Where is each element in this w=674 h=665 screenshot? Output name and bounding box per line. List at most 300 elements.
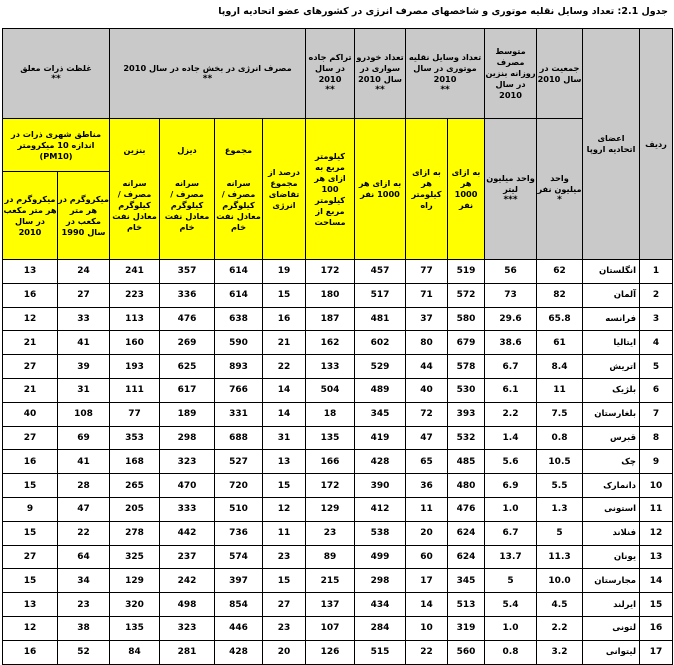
cell-pct: 15 xyxy=(263,283,306,307)
cell-c1000: 412 xyxy=(355,497,406,521)
cell-c1000: 390 xyxy=(355,474,406,498)
cell-dsl: 442 xyxy=(160,521,215,545)
cell-pct: 31 xyxy=(263,426,306,450)
header-energy-total-unit: سرانه مصرف / کیلوگرم معادل نفت خام xyxy=(216,178,261,232)
cell-tot: 614 xyxy=(215,283,263,307)
cell-pm90: 27 xyxy=(58,283,110,307)
cell-gas: 111 xyxy=(110,378,160,402)
cell-c1000: 345 xyxy=(355,402,406,426)
cell-pm90: 38 xyxy=(58,616,110,640)
cell-tot: 331 xyxy=(215,402,263,426)
cell-name: آلمان xyxy=(583,283,640,307)
table-row xyxy=(3,260,673,284)
cell-pct: 23 xyxy=(263,545,306,569)
cell-fuel: 56 xyxy=(485,260,537,284)
cell-pct: 16 xyxy=(263,307,306,331)
cell-gas: 223 xyxy=(110,283,160,307)
cell-pm90: 31 xyxy=(58,378,110,402)
cell-idx: 3 xyxy=(640,307,673,331)
cell-pm10: 15 xyxy=(3,521,58,545)
cell-pop: 11.3 xyxy=(537,545,583,569)
cell-dens: 162 xyxy=(306,331,355,355)
table-row xyxy=(3,616,673,640)
table-row xyxy=(3,331,673,355)
cell-pm10: 12 xyxy=(3,616,58,640)
cell-dens: 18 xyxy=(306,402,355,426)
cell-vkm: 36 xyxy=(406,474,448,498)
cell-idx: 17 xyxy=(640,640,673,664)
header-population-unit-label: واحد میلیون نفر xyxy=(537,172,582,194)
cell-pct: 22 xyxy=(263,355,306,379)
table-caption: جدول 2.1: تعداد وسایل نقلیه موتوری و شاخصهای مصرف انرژی در کشورهای عضو اتحادیه اروپا xyxy=(218,6,668,17)
cell-pct: 20 xyxy=(263,640,306,664)
cell-name: بلژیک xyxy=(583,378,640,402)
cell-name: اتریش xyxy=(583,355,640,379)
cell-pct: 11 xyxy=(263,521,306,545)
cell-idx: 10 xyxy=(640,474,673,498)
cell-name: فنلاند xyxy=(583,521,640,545)
header-pm-sub xyxy=(3,119,110,260)
cell-tot: 854 xyxy=(215,593,263,617)
table-body xyxy=(3,260,673,665)
cell-dens: 504 xyxy=(306,378,355,402)
header-fuel: متوسط مصرف روزانه بنزین در سال 2010 xyxy=(485,29,537,119)
cell-tot: 397 xyxy=(215,569,263,593)
cell-idx: 6 xyxy=(640,378,673,402)
cell-gas: 265 xyxy=(110,474,160,498)
cell-pm90: 64 xyxy=(58,545,110,569)
cell-gas: 160 xyxy=(110,331,160,355)
cell-v1000: 578 xyxy=(448,355,485,379)
eu-vehicles-energy-table xyxy=(2,28,673,665)
cell-pct: 27 xyxy=(263,593,306,617)
header-energy-label: مصرف انرژی در بخش جاده در سال 2010 xyxy=(123,62,292,73)
header-energy-star: ** xyxy=(202,73,213,84)
cell-tot: 893 xyxy=(215,355,263,379)
cell-fuel: 1.0 xyxy=(485,497,537,521)
cell-gas: 320 xyxy=(110,593,160,617)
cell-vkm: 60 xyxy=(406,545,448,569)
cell-c1000: 538 xyxy=(355,521,406,545)
cell-v1000: 530 xyxy=(448,378,485,402)
cell-vkm: 40 xyxy=(406,378,448,402)
cell-v1000: 476 xyxy=(448,497,485,521)
cell-pct: 19 xyxy=(263,260,306,284)
cell-pop: 65.8 xyxy=(537,307,583,331)
cell-dens: 215 xyxy=(306,569,355,593)
cell-pct: 15 xyxy=(263,569,306,593)
cell-pop: 10.0 xyxy=(537,569,583,593)
cell-vkm: 65 xyxy=(406,450,448,474)
table-row xyxy=(3,474,673,498)
header-fuel-unit-label: واحد میلیون لیتر xyxy=(486,172,535,194)
cell-tot: 638 xyxy=(215,307,263,331)
cell-idx: 8 xyxy=(640,426,673,450)
table-row xyxy=(3,545,673,569)
cell-tot: 720 xyxy=(215,474,263,498)
cell-vkm: 10 xyxy=(406,616,448,640)
cell-fuel: 0.8 xyxy=(485,640,537,664)
table-row xyxy=(3,307,673,331)
cell-name: لیتوانی xyxy=(583,640,640,664)
header-density-label: تراکم جاده در سال 2010 xyxy=(308,51,352,84)
cell-pm10: 21 xyxy=(3,331,58,355)
cell-pct: 14 xyxy=(263,402,306,426)
cell-vkm: 80 xyxy=(406,331,448,355)
cell-name: ایرلند xyxy=(583,593,640,617)
cell-pct: 14 xyxy=(263,378,306,402)
table-row xyxy=(3,402,673,426)
header-pm-sub-label: مناطق شهری ذرات در اندازه 10 میکرومتر (PM10) xyxy=(3,119,109,172)
cell-dsl: 625 xyxy=(160,355,215,379)
cell-idx: 7 xyxy=(640,402,673,426)
cell-dsl: 617 xyxy=(160,378,215,402)
cell-dsl: 470 xyxy=(160,474,215,498)
cell-v1000: 485 xyxy=(448,450,485,474)
cell-dens: 89 xyxy=(306,545,355,569)
cell-pm10: 9 xyxy=(3,497,58,521)
header-energy-pct: درصد از مجموع تقاضای انرژی xyxy=(263,119,306,260)
cell-c1000: 434 xyxy=(355,593,406,617)
cell-pm90: 41 xyxy=(58,450,110,474)
cell-v1000: 572 xyxy=(448,283,485,307)
cell-pop: 7.5 xyxy=(537,402,583,426)
cell-gas: 135 xyxy=(110,616,160,640)
cell-dens: 126 xyxy=(306,640,355,664)
cell-pm90: 23 xyxy=(58,593,110,617)
table-row xyxy=(3,640,673,664)
header-cars-label: تعداد خودرو سواری در سال 2010 xyxy=(356,51,404,84)
cell-vkm: 17 xyxy=(406,569,448,593)
cell-dens: 23 xyxy=(306,521,355,545)
cell-dsl: 336 xyxy=(160,283,215,307)
cell-pop: 5.5 xyxy=(537,474,583,498)
header-population-star: * xyxy=(557,194,562,205)
cell-dsl: 189 xyxy=(160,402,215,426)
table-row xyxy=(3,450,673,474)
header-energy xyxy=(110,29,306,119)
cell-gas: 113 xyxy=(110,307,160,331)
table-row xyxy=(3,426,673,450)
cell-v1000: 519 xyxy=(448,260,485,284)
cell-pop: 10.5 xyxy=(537,450,583,474)
cell-dens: 166 xyxy=(306,450,355,474)
cell-pm10: 12 xyxy=(3,307,58,331)
cell-name: استونی xyxy=(583,497,640,521)
cell-name: بلغارستان xyxy=(583,402,640,426)
cell-pop: 5 xyxy=(537,521,583,545)
header-pm-star: ** xyxy=(51,73,61,84)
header-veh-per-km: به ازای هر کیلومتر راه xyxy=(406,119,448,260)
cell-vkm: 22 xyxy=(406,640,448,664)
cell-vkm: 77 xyxy=(406,260,448,284)
cell-vkm: 72 xyxy=(406,402,448,426)
cell-v1000: 580 xyxy=(448,307,485,331)
cell-vkm: 71 xyxy=(406,283,448,307)
header-vehicles-star: ** xyxy=(440,84,450,95)
table-row xyxy=(3,378,673,402)
header-veh-per-1000: به ازای هر 1000 نفر xyxy=(448,119,485,260)
cell-tot: 510 xyxy=(215,497,263,521)
cell-pm10: 16 xyxy=(3,450,58,474)
cell-fuel: 6.7 xyxy=(485,521,537,545)
cell-c1000: 517 xyxy=(355,283,406,307)
cell-pm90: 41 xyxy=(58,331,110,355)
cell-v1000: 679 xyxy=(448,331,485,355)
cell-vkm: 47 xyxy=(406,426,448,450)
cell-pop: 0.8 xyxy=(537,426,583,450)
header-energy-gasoline-label: بنزین xyxy=(123,145,146,155)
cell-pop: 82 xyxy=(537,283,583,307)
cell-pct: 13 xyxy=(263,450,306,474)
cell-gas: 193 xyxy=(110,355,160,379)
cell-tot: 766 xyxy=(215,378,263,402)
cell-name: چک xyxy=(583,450,640,474)
cell-idx: 5 xyxy=(640,355,673,379)
cell-pm90: 34 xyxy=(58,569,110,593)
cell-pm90: 28 xyxy=(58,474,110,498)
cell-pm90: 52 xyxy=(58,640,110,664)
cell-pm90: 47 xyxy=(58,497,110,521)
cell-tot: 574 xyxy=(215,545,263,569)
table-row xyxy=(3,355,673,379)
cell-dsl: 269 xyxy=(160,331,215,355)
cell-idx: 9 xyxy=(640,450,673,474)
cell-dens: 135 xyxy=(306,426,355,450)
cell-fuel: 1.4 xyxy=(485,426,537,450)
cell-idx: 16 xyxy=(640,616,673,640)
cell-gas: 241 xyxy=(110,260,160,284)
cell-pop: 1.3 xyxy=(537,497,583,521)
cell-gas: 84 xyxy=(110,640,160,664)
cell-pm10: 40 xyxy=(3,402,58,426)
cell-gas: 77 xyxy=(110,402,160,426)
cell-name: فرانسه xyxy=(583,307,640,331)
cell-c1000: 428 xyxy=(355,450,406,474)
header-energy-gasoline xyxy=(110,119,160,260)
cell-dsl: 323 xyxy=(160,450,215,474)
cell-vkm: 11 xyxy=(406,497,448,521)
cell-c1000: 529 xyxy=(355,355,406,379)
cell-tot: 736 xyxy=(215,521,263,545)
header-pm-label: غلظت ذرات معلق xyxy=(20,62,92,73)
header-pm xyxy=(3,29,110,119)
cell-dens: 187 xyxy=(306,307,355,331)
cell-fuel: 1.0 xyxy=(485,616,537,640)
cell-pm90: 39 xyxy=(58,355,110,379)
cell-idx: 4 xyxy=(640,331,673,355)
cell-pop: 4.5 xyxy=(537,593,583,617)
cell-fuel: 2.2 xyxy=(485,402,537,426)
cell-idx: 13 xyxy=(640,545,673,569)
header-energy-total-label: مجموع xyxy=(224,145,253,155)
cell-dsl: 323 xyxy=(160,616,215,640)
cell-pop: 3.2 xyxy=(537,640,583,664)
cell-tot: 614 xyxy=(215,260,263,284)
cell-fuel: 13.7 xyxy=(485,545,537,569)
header-cars-per-1000: به ازای هر 1000 نفر xyxy=(355,119,406,260)
cell-c1000: 481 xyxy=(355,307,406,331)
header-pm-1990: میکروگرم در هر متر مکعب در سال 1990 xyxy=(57,172,109,259)
cell-tot: 527 xyxy=(215,450,263,474)
header-fuel-unit xyxy=(485,119,537,260)
cell-pm10: 27 xyxy=(3,426,58,450)
header-energy-diesel-label: دیزل xyxy=(177,145,197,155)
cell-pm10: 16 xyxy=(3,640,58,664)
cell-dsl: 333 xyxy=(160,497,215,521)
cell-c1000: 489 xyxy=(355,378,406,402)
cell-pm10: 13 xyxy=(3,260,58,284)
cell-tot: 590 xyxy=(215,331,263,355)
cell-c1000: 419 xyxy=(355,426,406,450)
cell-v1000: 624 xyxy=(448,545,485,569)
cell-pct: 23 xyxy=(263,616,306,640)
header-country: اعضای اتحادیه اروپا xyxy=(583,29,640,260)
cell-v1000: 345 xyxy=(448,569,485,593)
cell-dens: 180 xyxy=(306,283,355,307)
cell-dsl: 357 xyxy=(160,260,215,284)
header-cars-star: ** xyxy=(375,84,385,95)
cell-name: لتونی xyxy=(583,616,640,640)
cell-v1000: 532 xyxy=(448,426,485,450)
header-energy-total xyxy=(215,119,263,260)
cell-pm90: 33 xyxy=(58,307,110,331)
cell-fuel: 38.6 xyxy=(485,331,537,355)
cell-tot: 428 xyxy=(215,640,263,664)
cell-dens: 137 xyxy=(306,593,355,617)
cell-c1000: 298 xyxy=(355,569,406,593)
cell-pm10: 15 xyxy=(3,474,58,498)
header-population-unit xyxy=(537,119,583,260)
cell-vkm: 20 xyxy=(406,521,448,545)
cell-idx: 12 xyxy=(640,521,673,545)
cell-fuel: 73 xyxy=(485,283,537,307)
cell-pct: 21 xyxy=(263,331,306,355)
header-cars xyxy=(355,29,406,119)
cell-dens: 172 xyxy=(306,260,355,284)
cell-idx: 14 xyxy=(640,569,673,593)
cell-name: قبرس xyxy=(583,426,640,450)
cell-v1000: 513 xyxy=(448,593,485,617)
header-pm-2010: میکروگرم در هر متر مکعب در سال 2010 xyxy=(3,193,57,237)
header-density-sub: کیلومتر مربع به ازای هر 100 کیلومتر مربع از مساحت xyxy=(306,119,355,260)
cell-pm10: 27 xyxy=(3,355,58,379)
cell-pop: 62 xyxy=(537,260,583,284)
cell-dsl: 281 xyxy=(160,640,215,664)
cell-gas: 168 xyxy=(110,450,160,474)
cell-gas: 205 xyxy=(110,497,160,521)
cell-fuel: 6.7 xyxy=(485,355,537,379)
cell-pm90: 22 xyxy=(58,521,110,545)
table-row xyxy=(3,283,673,307)
cell-fuel: 5.4 xyxy=(485,593,537,617)
cell-idx: 15 xyxy=(640,593,673,617)
header-vehicles xyxy=(406,29,485,119)
header-vehicles-label: تعداد وسایل نقلیه موتوری در سال 2010 xyxy=(408,51,482,84)
cell-pop: 61 xyxy=(537,331,583,355)
cell-pm90: 69 xyxy=(58,426,110,450)
cell-pct: 15 xyxy=(263,474,306,498)
cell-idx: 11 xyxy=(640,497,673,521)
cell-pm10: 13 xyxy=(3,593,58,617)
cell-c1000: 515 xyxy=(355,640,406,664)
header-density xyxy=(306,29,355,119)
header-energy-diesel-unit: سرانه مصرف / کیلوگرم معادل نفت خام xyxy=(164,178,210,232)
cell-v1000: 393 xyxy=(448,402,485,426)
cell-pm10: 21 xyxy=(3,378,58,402)
header-fuel-star: *** xyxy=(503,194,518,205)
cell-c1000: 284 xyxy=(355,616,406,640)
cell-v1000: 319 xyxy=(448,616,485,640)
cell-pop: 8.4 xyxy=(537,355,583,379)
cell-dsl: 476 xyxy=(160,307,215,331)
cell-c1000: 602 xyxy=(355,331,406,355)
cell-pm90: 24 xyxy=(58,260,110,284)
cell-v1000: 480 xyxy=(448,474,485,498)
cell-gas: 353 xyxy=(110,426,160,450)
cell-gas: 325 xyxy=(110,545,160,569)
cell-dsl: 237 xyxy=(160,545,215,569)
cell-name: یونان xyxy=(583,545,640,569)
cell-vkm: 14 xyxy=(406,593,448,617)
header-population: جمعیت در سال 2010 xyxy=(537,29,583,119)
cell-pct: 12 xyxy=(263,497,306,521)
cell-gas: 278 xyxy=(110,521,160,545)
cell-pop: 11 xyxy=(537,378,583,402)
cell-name: دانمارک xyxy=(583,474,640,498)
cell-dens: 133 xyxy=(306,355,355,379)
cell-vkm: 44 xyxy=(406,355,448,379)
cell-name: ایتالیا xyxy=(583,331,640,355)
cell-fuel: 5 xyxy=(485,569,537,593)
cell-dens: 107 xyxy=(306,616,355,640)
cell-gas: 129 xyxy=(110,569,160,593)
cell-c1000: 499 xyxy=(355,545,406,569)
header-energy-gasoline-unit: سرانه مصرف / کیلوگرم معادل نفت خام xyxy=(112,178,157,232)
cell-fuel: 6.9 xyxy=(485,474,537,498)
cell-fuel: 29.6 xyxy=(485,307,537,331)
cell-pm10: 16 xyxy=(3,283,58,307)
header-density-star: ** xyxy=(325,84,335,95)
cell-c1000: 457 xyxy=(355,260,406,284)
cell-tot: 688 xyxy=(215,426,263,450)
cell-v1000: 624 xyxy=(448,521,485,545)
cell-vkm: 37 xyxy=(406,307,448,331)
table-row xyxy=(3,593,673,617)
cell-dens: 129 xyxy=(306,497,355,521)
cell-fuel: 5.6 xyxy=(485,450,537,474)
cell-tot: 446 xyxy=(215,616,263,640)
cell-pm10: 15 xyxy=(3,569,58,593)
header-energy-diesel xyxy=(160,119,215,260)
cell-pm90: 108 xyxy=(58,402,110,426)
table-row xyxy=(3,569,673,593)
cell-v1000: 560 xyxy=(448,640,485,664)
cell-idx: 2 xyxy=(640,283,673,307)
cell-idx: 1 xyxy=(640,260,673,284)
cell-fuel: 6.1 xyxy=(485,378,537,402)
cell-name: مجارستان xyxy=(583,569,640,593)
cell-dsl: 298 xyxy=(160,426,215,450)
header-radif: ردیف xyxy=(640,29,673,260)
cell-dsl: 498 xyxy=(160,593,215,617)
cell-pop: 2.2 xyxy=(537,616,583,640)
table-row xyxy=(3,497,673,521)
cell-dsl: 242 xyxy=(160,569,215,593)
cell-name: انگلستان xyxy=(583,260,640,284)
cell-dens: 172 xyxy=(306,474,355,498)
table-row xyxy=(3,521,673,545)
